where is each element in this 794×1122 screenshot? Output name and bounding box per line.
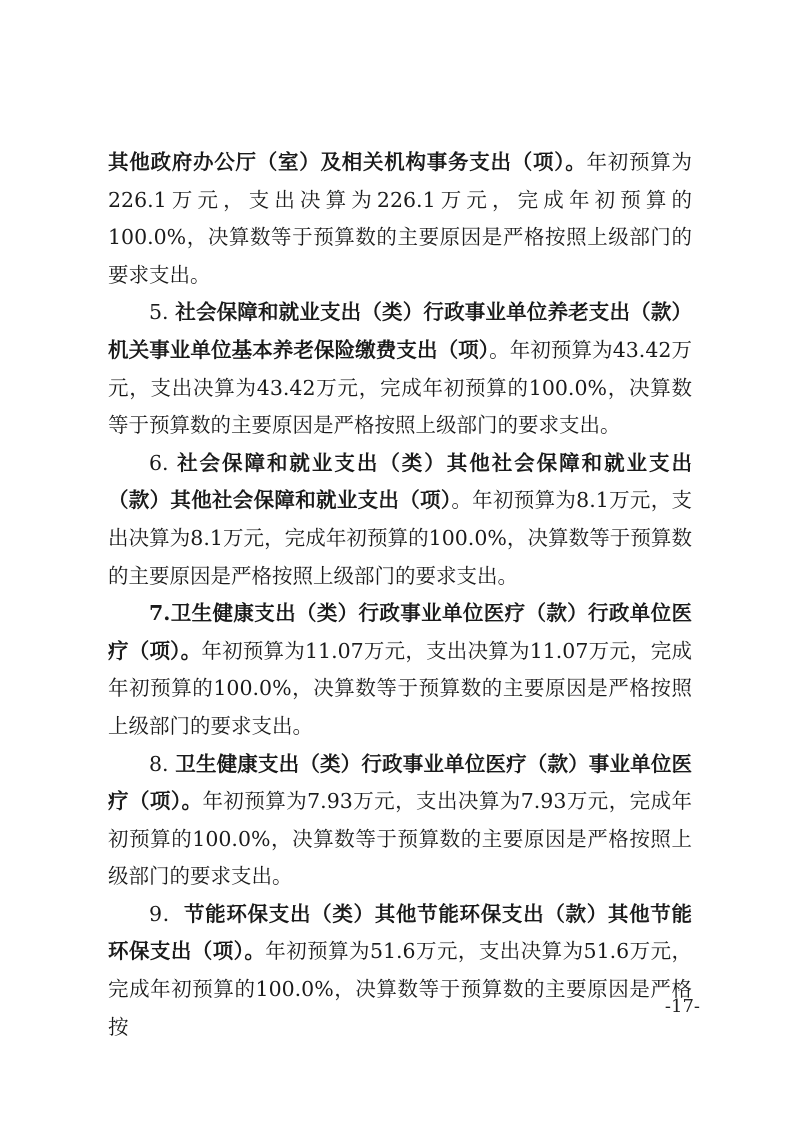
paragraph-heading: 其他政府办公厅（室）及相关机构事务支出（项）。 bbox=[108, 150, 587, 174]
paragraph-item-6 bbox=[108, 445, 692, 595]
item-number: 8. bbox=[149, 751, 176, 776]
paragraph-heading: 社会保障和就业支出（类）行政事业单位养老支出（款）机关事业单位基本养老保险缴费支出（项） bbox=[108, 300, 693, 362]
paragraph-office-affairs bbox=[108, 144, 692, 294]
document-body bbox=[108, 144, 692, 1046]
paragraph-body: 年初预算为226.1万元，支出决算为226.1万元，完成年初预算的100.0%，决算数等于预算数的主要原因是严格按照上级部门的要求支出。 bbox=[108, 150, 692, 287]
paragraph-heading: 社会保障和就业支出（类）其他社会保障和就业支出（款）其他社会保障和就业支出（项） bbox=[108, 450, 693, 513]
paragraph-heading: 卫生健康支出（类）行政事业单位医疗（款）事业单位医疗（项）。 bbox=[108, 751, 693, 814]
paragraph-body: 年初预算为7.93万元，支出决算为7.93万元，完成年初预算的100.0%，决算数等于预算数的主要原因是严格按照上级部门的要求支出。 bbox=[108, 789, 693, 889]
page-number: -17- bbox=[664, 996, 700, 1017]
paragraph-body: 年初预算为11.07万元，支出决算为11.07万元，完成年初预算的100.0%，决算数等于预算数的主要原因是严格按照上级部门的要求支出。 bbox=[108, 638, 693, 738]
paragraph-body: 。年初预算为8.1万元，支出决算为8.1万元，完成年初预算的100.0%，决算数等于预算数的主要原因是严格按照上级部门的要求支出。 bbox=[108, 488, 692, 588]
item-number: 6. bbox=[149, 450, 178, 475]
paragraph-item-8 bbox=[108, 746, 692, 896]
paragraph-item-7 bbox=[108, 595, 692, 745]
item-number: 7. bbox=[149, 601, 171, 626]
item-number: 9． bbox=[149, 901, 184, 926]
paragraph-item-5 bbox=[108, 294, 692, 444]
paragraph-item-9 bbox=[108, 896, 692, 1046]
paragraph-body: 年初预算为51.6万元，支出决算为51.6万元，完成年初预算的100.0%，决算数等于预算数的主要原因是严格按 bbox=[108, 939, 693, 1039]
paragraph-body: 。年初预算为43.42万元，支出决算为43.42万元，完成年初预算的100.0%，决算数等于预算数的主要原因是严格按照上级部门的要求支出。 bbox=[108, 337, 693, 438]
paragraph-heading: 卫生健康支出（类）行政事业单位医疗（款）行政单位医疗（项）。 bbox=[108, 601, 692, 663]
item-number: 5. bbox=[149, 300, 176, 325]
paragraph-heading: 节能环保支出（类）其他节能环保支出（款）其他节能环保支出（项）。 bbox=[108, 901, 693, 964]
